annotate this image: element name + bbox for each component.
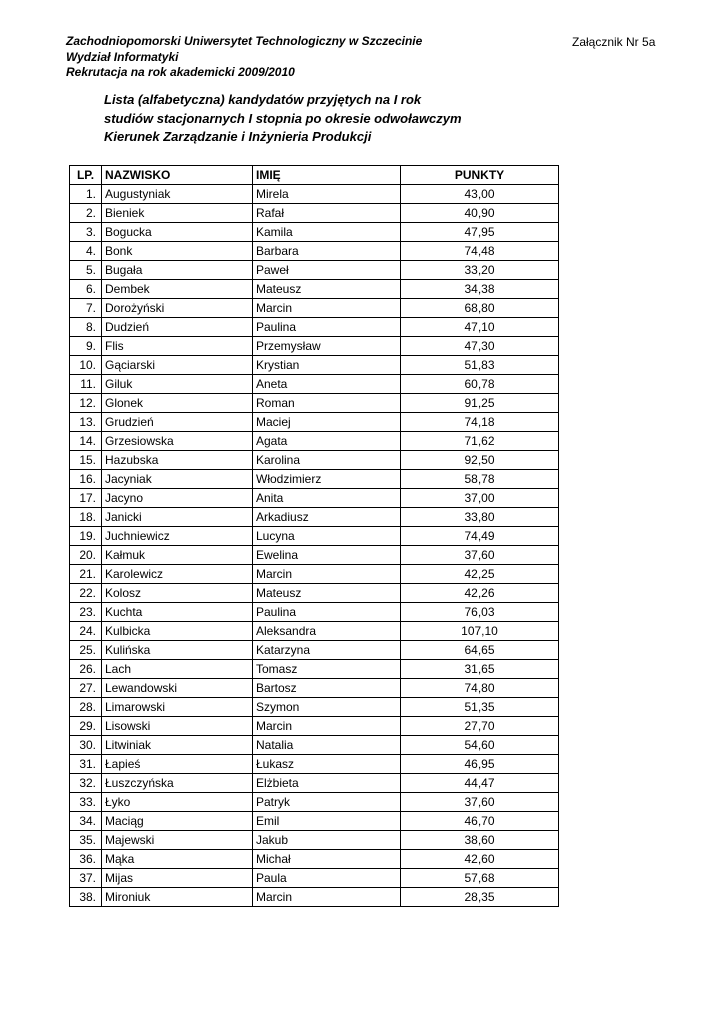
first-name-cell: Lucyna [253, 527, 401, 546]
table-row [70, 242, 559, 261]
surname-cell: Grzesiowska [102, 432, 253, 451]
table-row [70, 451, 559, 470]
first-name-cell: Mateusz [253, 584, 401, 603]
column-header-points: PUNKTY [401, 166, 559, 185]
first-name-cell: Natalia [253, 736, 401, 755]
points-cell: 51,35 [401, 698, 559, 717]
table-row [70, 185, 559, 204]
points-cell: 34,38 [401, 280, 559, 299]
first-name-cell: Maciej [253, 413, 401, 432]
points-cell: 42,26 [401, 584, 559, 603]
table-row [70, 603, 559, 622]
surname-cell: Bonk [102, 242, 253, 261]
surname-cell: Kulbicka [102, 622, 253, 641]
surname-cell: Juchniewicz [102, 527, 253, 546]
first-name-cell: Marcin [253, 565, 401, 584]
points-cell: 33,80 [401, 508, 559, 527]
table-row [70, 470, 559, 489]
row-number: 18. [70, 508, 102, 527]
surname-cell: Janicki [102, 508, 253, 527]
surname-cell: Mijas [102, 869, 253, 888]
table-row [70, 375, 559, 394]
first-name-cell: Anita [253, 489, 401, 508]
points-cell: 42,25 [401, 565, 559, 584]
points-cell: 92,50 [401, 451, 559, 470]
first-name-cell: Krystian [253, 356, 401, 375]
table-row [70, 660, 559, 679]
table-row [70, 831, 559, 850]
row-number: 22. [70, 584, 102, 603]
row-number: 37. [70, 869, 102, 888]
row-number: 17. [70, 489, 102, 508]
points-cell: 37,60 [401, 546, 559, 565]
points-cell: 43,00 [401, 185, 559, 204]
surname-cell: Lewandowski [102, 679, 253, 698]
surname-cell: Lisowski [102, 717, 253, 736]
first-name-cell: Elżbieta [253, 774, 401, 793]
surname-cell: Jacyniak [102, 470, 253, 489]
table-row [70, 717, 559, 736]
points-cell: 46,70 [401, 812, 559, 831]
points-cell: 60,78 [401, 375, 559, 394]
title-line-1: Lista (alfabetyczna) kandydatów przyjętych na I rok [104, 92, 422, 107]
surname-cell: Bogucka [102, 223, 253, 242]
table-row [70, 622, 559, 641]
table-row [70, 318, 559, 337]
document-header [66, 34, 422, 81]
surname-cell: Dorożyński [102, 299, 253, 318]
row-number: 10. [70, 356, 102, 375]
surname-cell: Kolosz [102, 584, 253, 603]
points-cell: 47,95 [401, 223, 559, 242]
table-row [70, 413, 559, 432]
points-cell: 58,78 [401, 470, 559, 489]
table-row [70, 869, 559, 888]
row-number: 20. [70, 546, 102, 565]
column-header-lp: LP. [70, 166, 102, 185]
surname-cell: Jacyno [102, 489, 253, 508]
points-cell: 31,65 [401, 660, 559, 679]
points-cell: 38,60 [401, 831, 559, 850]
university-name: Zachodniopomorski Uniwersytet Technologiczny w Szczecinie [66, 34, 423, 48]
points-cell: 40,90 [401, 204, 559, 223]
row-number: 38. [70, 888, 102, 907]
table-row [70, 546, 559, 565]
points-cell: 42,60 [401, 850, 559, 869]
first-name-cell: Tomasz [253, 660, 401, 679]
surname-cell: Hazubska [102, 451, 253, 470]
first-name-cell: Ewelina [253, 546, 401, 565]
table-row [70, 508, 559, 527]
points-cell: 54,60 [401, 736, 559, 755]
first-name-cell: Bartosz [253, 679, 401, 698]
row-number: 36. [70, 850, 102, 869]
row-number: 3. [70, 223, 102, 242]
surname-cell: Łuszczyńska [102, 774, 253, 793]
surname-cell: Mironiuk [102, 888, 253, 907]
first-name-cell: Aneta [253, 375, 401, 394]
row-number: 35. [70, 831, 102, 850]
row-number: 1. [70, 185, 102, 204]
row-number: 32. [70, 774, 102, 793]
table-row [70, 736, 559, 755]
row-number: 15. [70, 451, 102, 470]
surname-cell: Mąka [102, 850, 253, 869]
first-name-cell: Przemysław [253, 337, 401, 356]
first-name-cell: Paweł [253, 261, 401, 280]
row-number: 5. [70, 261, 102, 280]
recruitment-year: Rekrutacja na rok akademicki 2009/2010 [66, 65, 295, 79]
points-cell: 74,49 [401, 527, 559, 546]
first-name-cell: Barbara [253, 242, 401, 261]
first-name-cell: Rafał [253, 204, 401, 223]
first-name-cell: Kamila [253, 223, 401, 242]
surname-cell: Gąciarski [102, 356, 253, 375]
column-header-first-name: IMIĘ [253, 166, 401, 185]
points-cell: 107,10 [401, 622, 559, 641]
first-name-cell: Agata [253, 432, 401, 451]
column-header-surname: NAZWISKO [102, 166, 253, 185]
surname-cell: Bugała [102, 261, 253, 280]
annex-label: Załącznik Nr 5a [572, 35, 656, 49]
surname-cell: Limarowski [102, 698, 253, 717]
table-row [70, 261, 559, 280]
surname-cell: Augustyniak [102, 185, 253, 204]
faculty-name: Wydział Informatyki [66, 49, 179, 64]
row-number: 34. [70, 812, 102, 831]
row-number: 24. [70, 622, 102, 641]
table-row [70, 489, 559, 508]
row-number: 6. [70, 280, 102, 299]
points-cell: 33,20 [401, 261, 559, 280]
table-row [70, 337, 559, 356]
table-row [70, 432, 559, 451]
surname-cell: Litwiniak [102, 736, 253, 755]
row-number: 16. [70, 470, 102, 489]
points-cell: 28,35 [401, 888, 559, 907]
first-name-cell: Aleksandra [253, 622, 401, 641]
surname-cell: Giluk [102, 375, 253, 394]
surname-cell: Lach [102, 660, 253, 679]
surname-cell: Bieniek [102, 204, 253, 223]
table-row [70, 641, 559, 660]
points-cell: 27,70 [401, 717, 559, 736]
first-name-cell: Mirela [253, 185, 401, 204]
points-cell: 71,62 [401, 432, 559, 451]
surname-cell: Kuchta [102, 603, 253, 622]
row-number: 14. [70, 432, 102, 451]
first-name-cell: Patryk [253, 793, 401, 812]
points-cell: 74,80 [401, 679, 559, 698]
row-number: 11. [70, 375, 102, 394]
table-row [70, 223, 559, 242]
document-title [104, 91, 462, 147]
points-cell: 47,30 [401, 337, 559, 356]
table-row [70, 698, 559, 717]
points-cell: 64,65 [401, 641, 559, 660]
row-number: 28. [70, 698, 102, 717]
row-number: 4. [70, 242, 102, 261]
candidates-table [69, 165, 559, 907]
surname-cell: Maciąg [102, 812, 253, 831]
row-number: 7. [70, 299, 102, 318]
points-cell: 37,60 [401, 793, 559, 812]
points-cell: 74,18 [401, 413, 559, 432]
first-name-cell: Katarzyna [253, 641, 401, 660]
row-number: 19. [70, 527, 102, 546]
first-name-cell: Marcin [253, 888, 401, 907]
table-row [70, 299, 559, 318]
title-line-2: studiów stacjonarnych I stopnia po okresie odwoławczym [104, 110, 462, 126]
row-number: 26. [70, 660, 102, 679]
first-name-cell: Marcin [253, 299, 401, 318]
points-cell: 46,95 [401, 755, 559, 774]
table-header-row [70, 166, 559, 185]
first-name-cell: Jakub [253, 831, 401, 850]
surname-cell: Grudzień [102, 413, 253, 432]
table-row [70, 812, 559, 831]
table-row [70, 850, 559, 869]
row-number: 9. [70, 337, 102, 356]
row-number: 33. [70, 793, 102, 812]
surname-cell: Flis [102, 337, 253, 356]
table-row [70, 280, 559, 299]
row-number: 23. [70, 603, 102, 622]
first-name-cell: Emil [253, 812, 401, 831]
row-number: 25. [70, 641, 102, 660]
row-number: 2. [70, 204, 102, 223]
surname-cell: Łapieś [102, 755, 253, 774]
table-row [70, 793, 559, 812]
row-number: 30. [70, 736, 102, 755]
table-row [70, 584, 559, 603]
row-number: 31. [70, 755, 102, 774]
surname-cell: Kulińska [102, 641, 253, 660]
points-cell: 57,68 [401, 869, 559, 888]
first-name-cell: Michał [253, 850, 401, 869]
table-row [70, 394, 559, 413]
surname-cell: Łyko [102, 793, 253, 812]
row-number: 12. [70, 394, 102, 413]
points-cell: 76,03 [401, 603, 559, 622]
surname-cell: Majewski [102, 831, 253, 850]
first-name-cell: Paulina [253, 318, 401, 337]
first-name-cell: Paulina [253, 603, 401, 622]
table-row [70, 679, 559, 698]
row-number: 8. [70, 318, 102, 337]
first-name-cell: Arkadiusz [253, 508, 401, 527]
table-row [70, 565, 559, 584]
table-row [70, 204, 559, 223]
row-number: 13. [70, 413, 102, 432]
first-name-cell: Szymon [253, 698, 401, 717]
first-name-cell: Mateusz [253, 280, 401, 299]
points-cell: 68,80 [401, 299, 559, 318]
first-name-cell: Paula [253, 869, 401, 888]
points-cell: 47,10 [401, 318, 559, 337]
row-number: 29. [70, 717, 102, 736]
table-row [70, 527, 559, 546]
row-number: 27. [70, 679, 102, 698]
points-cell: 51,83 [401, 356, 559, 375]
first-name-cell: Włodzimierz [253, 470, 401, 489]
table-row [70, 356, 559, 375]
points-cell: 37,00 [401, 489, 559, 508]
points-cell: 44,47 [401, 774, 559, 793]
surname-cell: Glonek [102, 394, 253, 413]
title-line-3: Kierunek Zarządzanie i Inżynieria Produkcji [104, 129, 372, 144]
first-name-cell: Karolina [253, 451, 401, 470]
points-cell: 74,48 [401, 242, 559, 261]
row-number: 21. [70, 565, 102, 584]
table-row [70, 774, 559, 793]
first-name-cell: Marcin [253, 717, 401, 736]
table-row [70, 888, 559, 907]
surname-cell: Dudzień [102, 318, 253, 337]
first-name-cell: Łukasz [253, 755, 401, 774]
surname-cell: Dembek [102, 280, 253, 299]
first-name-cell: Roman [253, 394, 401, 413]
surname-cell: Karolewicz [102, 565, 253, 584]
surname-cell: Kałmuk [102, 546, 253, 565]
table-row [70, 755, 559, 774]
points-cell: 91,25 [401, 394, 559, 413]
